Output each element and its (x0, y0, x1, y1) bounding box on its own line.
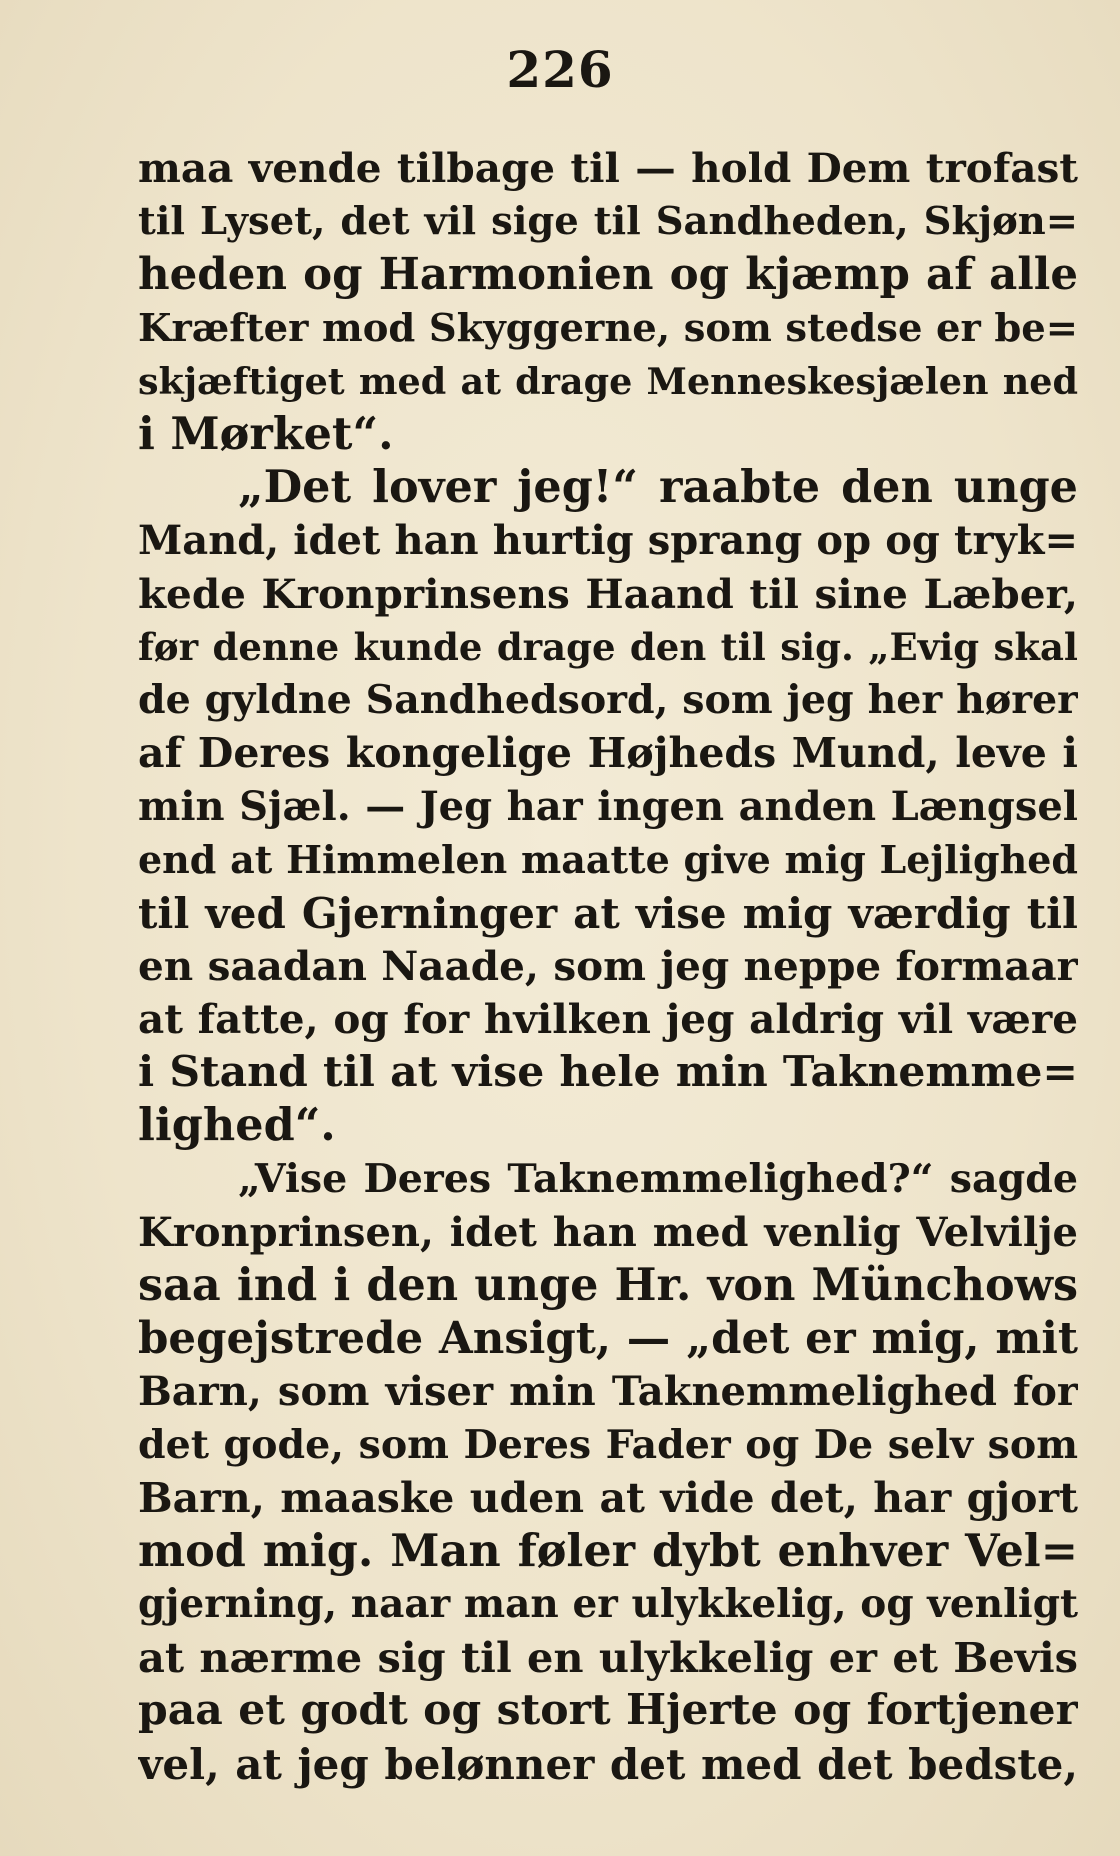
page-number: 226 (506, 40, 614, 99)
text-line: at fatte, og for hvilken jeg aldrig vil være (138, 995, 1078, 1043)
text-line: det gode, som Deres Fader og De selv som (138, 1421, 1078, 1468)
text-line: skjæftiget med at drage Menneskesjælen ned (138, 359, 1078, 403)
text-line: Mand, idet han hurtig sprang op og tryk= (138, 517, 1078, 565)
text-line: i Stand til at vise hele min Taknemme= (138, 1047, 1078, 1098)
text-line: før denne kunde drage den til sig. „Evig skal (138, 624, 1078, 669)
text-line: begejstrede Ansigt, — „det er mig, mit (138, 1313, 1078, 1365)
text-line: paa et godt og stort Hjerte og fortjener (138, 1685, 1078, 1736)
text-line: at nærme sig til en ulykkelig er et Bevis (138, 1633, 1078, 1683)
text-line: heden og Harmonien og kjæmp af alle (138, 249, 1078, 301)
text-line: af Deres kongelige Højheds Mund, leve i (138, 729, 1078, 778)
text-line: „Vise Deres Taknemmelighed?“ sagde (238, 1155, 1078, 1202)
text-line: en saadan Naade, som jeg neppe formaar (138, 941, 1078, 990)
text-line: vel, at jeg belønner det med det bedste, (138, 1739, 1078, 1789)
text-line: mod mig. Man føler dybt enhver Vel= (138, 1524, 1078, 1577)
text-line: lighed“. (138, 1099, 336, 1152)
text-line: til ved Gjerninger at vise mig værdig til (138, 888, 1078, 938)
text-line: kede Kronprinsens Haand til sine Læber, (138, 569, 1078, 618)
text-line: Barn, maaske uden at vide det, har gjort (138, 1473, 1078, 1522)
text-line: min Sjæl. — Jeg har ingen anden Længsel (138, 783, 1078, 831)
text-line: de gyldne Sandhedsord, som jeg her hører (138, 676, 1078, 723)
text-line: i Mørket“. (138, 407, 394, 460)
text-line: saa ind i den unge Hr. von Münchows (138, 1258, 1078, 1311)
text-line: Barn, som viser min Taknemmelighed for (138, 1368, 1078, 1416)
text-line: Kronprinsen, idet han med venlig Velvilje (138, 1208, 1078, 1256)
text-line: gjerning, naar man er ulykkelig, og venligt (138, 1581, 1078, 1628)
text-line: Kræfter mod Skyggerne, som stedse er be= (138, 305, 1078, 351)
text-line: maa vende tilbage til — hold Dem trofast (138, 144, 1078, 192)
text-line: til Lyset, det vil sige til Sandheden, Skjøn= (138, 199, 1078, 245)
text-line: „Det lover jeg!“ raabte den unge (238, 461, 1078, 514)
body-text (138, 142, 1078, 1791)
text-line: end at Himmelen maatte give mig Lejlighed (138, 837, 1078, 883)
